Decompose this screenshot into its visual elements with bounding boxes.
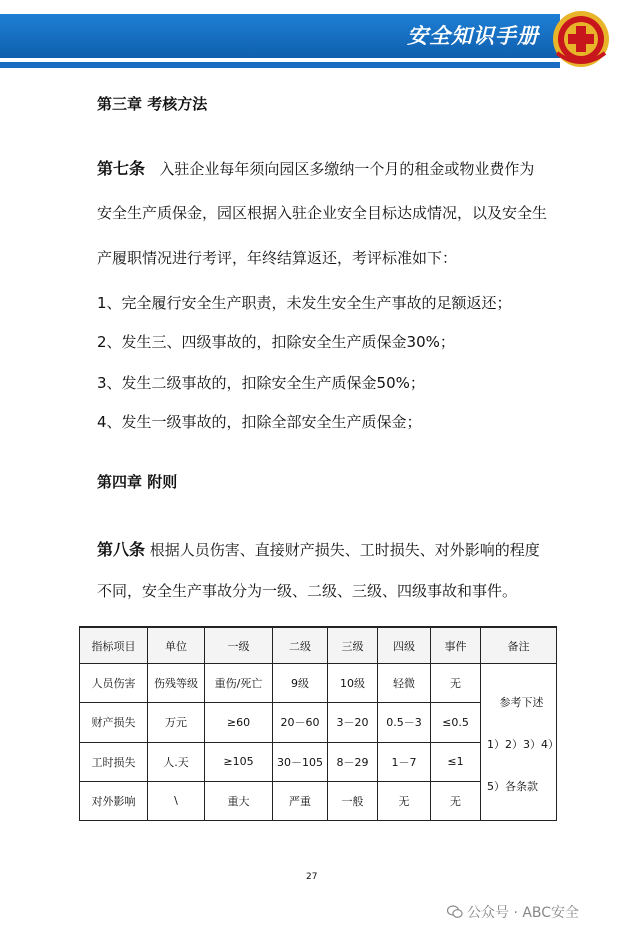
article7-item: 2、发生三、四级事故的，扣除安全生产质保金30%； — [97, 333, 455, 351]
table-header-cell: 备注 — [481, 627, 557, 664]
table-cell: 严重 — [273, 781, 328, 820]
table-cell: 工时损失 — [80, 742, 148, 781]
table-header-cell: 二级 — [273, 627, 328, 664]
article7-item: 1、完全履行安全生产职责，未发生安全生产事故的足额返还； — [97, 294, 512, 312]
table-cell: ≥60 — [205, 703, 273, 742]
article8-text1: 根据人员伤害、直接财产损失、工时损失、对外影响的程度 — [149, 541, 540, 559]
article7-text1: 入驻企业每年须向园区多缴纳一个月的租金或物业费作为 — [159, 160, 535, 178]
table-header-cell: 三级 — [328, 627, 378, 664]
table-cell: 0.5－3 — [378, 703, 431, 742]
table-cell: 人员伤害 — [80, 664, 148, 703]
article7-line3: 产履职情况进行考评，年终结算返还，考评标准如下： — [97, 249, 458, 267]
table-row — [80, 664, 557, 703]
table-cell: 3－20 — [328, 703, 378, 742]
article7-line1 — [97, 156, 534, 179]
table-cell: 重伤/死亡 — [205, 664, 273, 703]
table-header-cell: 指标项目 — [80, 627, 148, 664]
article7-label: 第七条 — [97, 159, 146, 178]
table-header-cell: 事件 — [431, 627, 481, 664]
table-header-row — [80, 627, 557, 664]
table-header-cell: 四级 — [378, 627, 431, 664]
table-cell: 20－60 — [273, 703, 328, 742]
table-cell: 一般 — [328, 781, 378, 820]
watermark-text: 公众号 · ABC安全 — [467, 905, 580, 921]
chapter3-title: 第三章 考核方法 — [97, 95, 208, 113]
safety-emblem-icon — [551, 9, 611, 69]
table-cell: 人.天 — [148, 742, 205, 781]
table-cell: 30－105 — [273, 742, 328, 781]
header-title: 安全知识手册 — [407, 24, 539, 48]
table-header-cell: 一级 — [205, 627, 273, 664]
watermark — [447, 902, 579, 922]
table-cell: 无 — [431, 664, 481, 703]
table-cell: 9级 — [273, 664, 328, 703]
table-header-cell: 单位 — [148, 627, 205, 664]
table-cell: ≤1 — [431, 742, 481, 781]
table-cell: 10级 — [328, 664, 378, 703]
wechat-icon — [447, 905, 463, 919]
table-cell: 伤残等级 — [148, 664, 205, 703]
table-cell: 万元 — [148, 703, 205, 742]
table-cell: 对外影响 — [80, 781, 148, 820]
article7-item: 3、发生二级事故的，扣除安全生产质保金50%； — [97, 374, 425, 392]
table-cell: 无 — [431, 781, 481, 820]
header-stripe — [0, 62, 560, 68]
article7-item: 4、发生一级事故的，扣除全部安全生产质保金； — [97, 413, 422, 431]
table-cell: ≥105 — [205, 742, 273, 781]
table-note-cell — [481, 664, 557, 821]
article7-line2: 安全生产质保金，园区根据入驻企业安全目标达成情况，以及安全生 — [97, 204, 548, 222]
table-cell: 轻微 — [378, 664, 431, 703]
table-cell: 8－29 — [328, 742, 378, 781]
table-cell: ≤0.5 — [431, 703, 481, 742]
table-cell: 重大 — [205, 781, 273, 820]
accident-level-table — [79, 626, 557, 821]
chapter4-title: 第四章 附则 — [97, 473, 178, 491]
article8-label: 第八条 — [97, 540, 146, 559]
note-line: 1）2）3）4） — [487, 738, 559, 752]
note-line: 参考下述 — [499, 696, 544, 710]
page-number: 27 — [306, 872, 318, 882]
table-cell: 无 — [378, 781, 431, 820]
note-line: 5）各条款 — [487, 780, 538, 794]
table-cell: 财产损失 — [80, 703, 148, 742]
article8-line1 — [97, 537, 540, 560]
table-cell: 1－7 — [378, 742, 431, 781]
article8-line2: 不同，安全生产事故分为一级、二级、三级、四级事故和事件。 — [97, 582, 518, 600]
table-cell: \ — [148, 781, 205, 820]
